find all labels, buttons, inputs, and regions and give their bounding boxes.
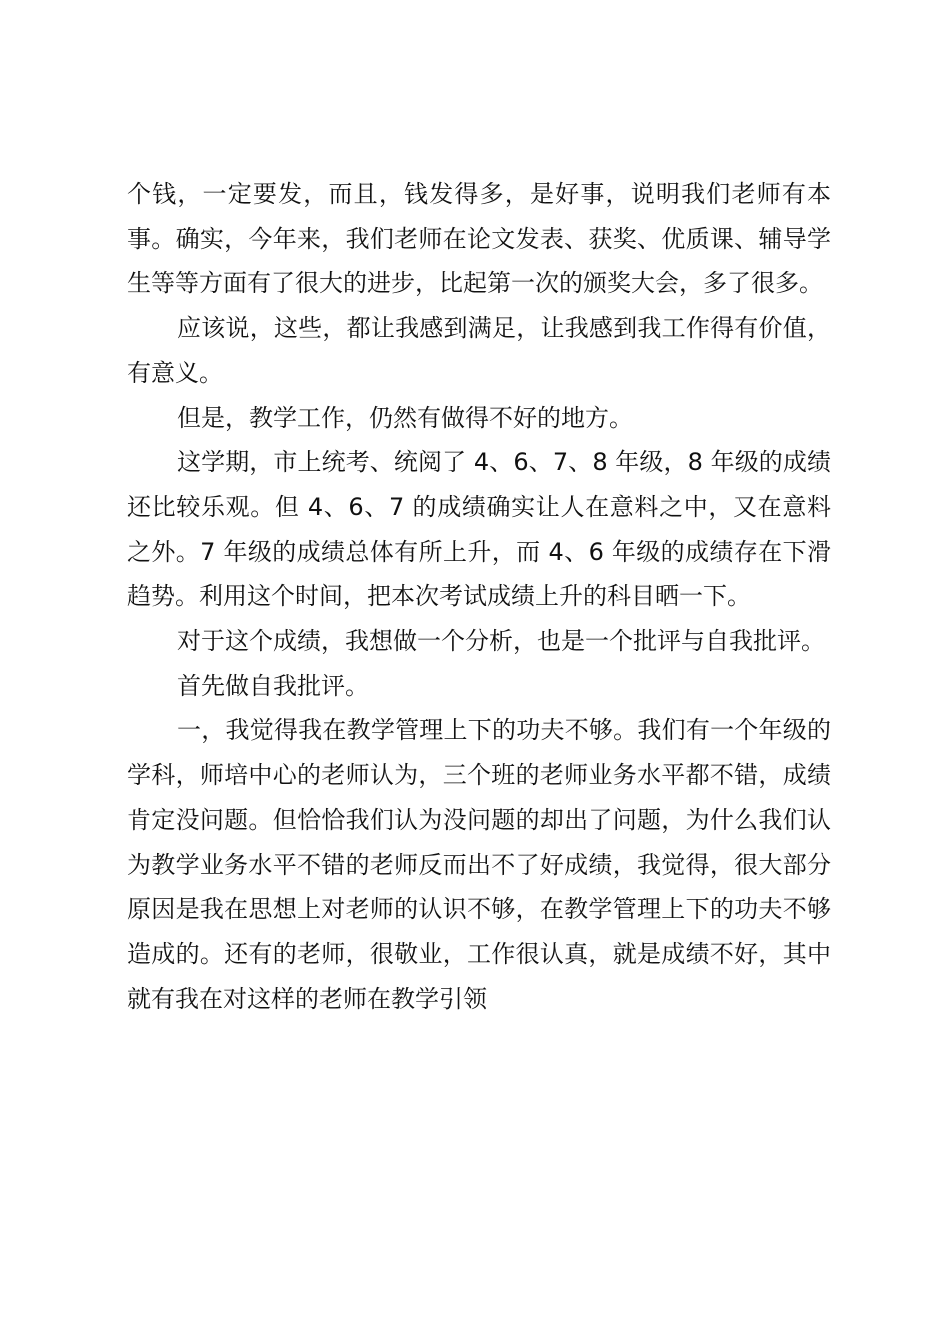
paragraph-4: 这学期，市上统考、统阅了 4、6、7、8 年级，8 年级的成绩还比较乐观。但 4、6、7 的成绩确实让人在意料之中，又在意料之外。7 年级的成绩总体有所上升，而 4、6 年级的成绩存在下滑趋势。利用这个时间，把本次考试成绩上升的科目晒一下。	[127, 448, 831, 611]
paragraph-6: 首先做自我批评。	[177, 671, 369, 700]
paragraph-7: 一，我觉得我在教学管理上下的功夫不够。我们有一个年级的学科，师培中心的老师认为，三个班的老师业务水平都不错，成绩肯定没问题。但恰恰我们认为没问题的却出了问题，为什么我们认为教学业务水平不错的老师反而出不了好成绩，我觉得，很大部分原因是我在思想上对老师的认识不够，在教学管理上下的功夫不够造成的。还有的老师，很敬业，工作很认真，就是成绩不好，其中就有我在对这样的老师在教学引领	[127, 716, 831, 1013]
paragraph-3: 但是，教学工作，仍然有做得不好的地方。	[177, 403, 633, 432]
document-body	[127, 172, 831, 1021]
paragraph-2: 应该说，这些，都让我感到满足，让我感到我工作得有价值，有意义。	[127, 314, 831, 387]
paragraph-1: 个钱，一定要发，而且，钱发得多，是好事，说明我们老师有本事。确实，今年来，我们老师在论文发表、获奖、优质课、辅导学生等等方面有了很大的进步，比起第一次的颁奖大会，多了很多。	[127, 180, 831, 298]
paragraph-5: 对于这个成绩，我想做一个分析，也是一个批评与自我批评。	[177, 627, 825, 656]
